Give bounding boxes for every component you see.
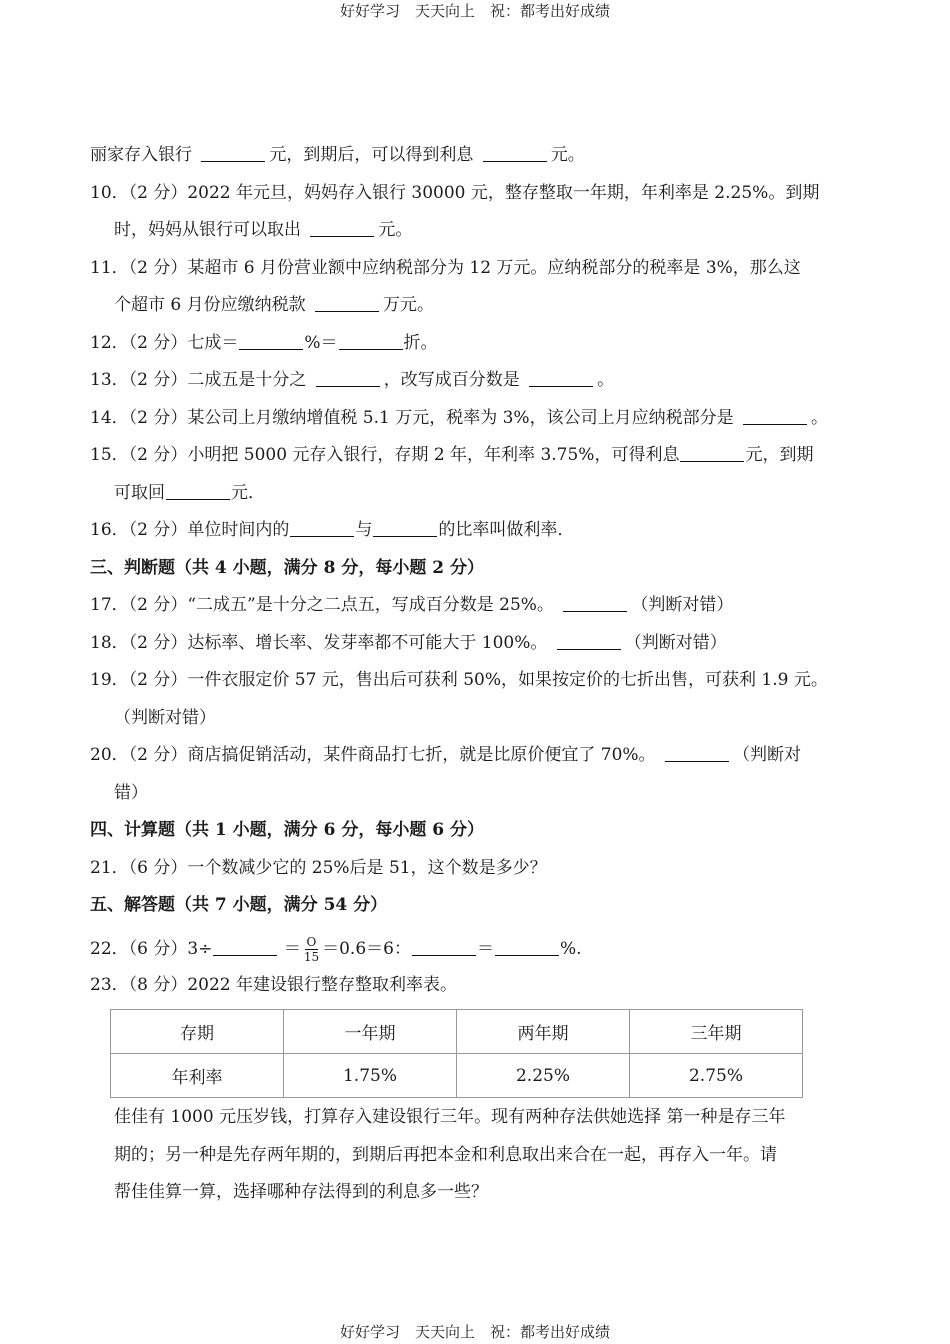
question-10: 10．（2 分）2022 年元旦，妈妈存入银行 30000 元，整存整取一年期，年利率是 2.25%。到期: [90, 182, 820, 203]
table-header-row: [111, 1010, 803, 1054]
question-10-cont: 时，妈妈从银行可以取出 元。: [114, 220, 413, 240]
table-header-cell: 三年期: [630, 1010, 803, 1054]
table-cell: 年利率: [111, 1054, 284, 1098]
question-15-cont: 可取回 元．: [114, 482, 265, 503]
table-header-cell: 两年期: [457, 1010, 630, 1054]
interest-rate-table: [110, 1009, 803, 1098]
table-header-cell: 一年期: [284, 1010, 457, 1054]
answer-blank[interactable]: [166, 481, 230, 500]
text: 元，到期后，可以得到利息: [269, 145, 474, 165]
fraction-denominator: 15: [303, 949, 320, 964]
answer-blank[interactable]: [743, 406, 807, 425]
fraction: [304, 936, 319, 963]
question-23: 23．（8 分）2022 年建设银行整存整取利率表。: [90, 974, 458, 995]
text: 丽家存入银行: [90, 145, 192, 165]
question-15: 15．（2 分）小明把 5000 元存入银行，存期 2 年，年利率 3.75%，可得利息 元，到期: [90, 445, 814, 465]
table-cell: 2.75%: [630, 1054, 803, 1098]
table-header-cell: 存期: [111, 1010, 284, 1054]
answer-blank[interactable]: [665, 743, 729, 762]
question-13: 13．（2 分）二成五是十分之 ，改写成百分数是 。: [90, 370, 615, 390]
fraction-numerator: O: [306, 934, 317, 949]
question-19-cont: （判断对错）: [114, 707, 216, 728]
answer-blank[interactable]: [310, 218, 374, 237]
answer-blank[interactable]: [316, 368, 380, 387]
answer-blank[interactable]: [412, 937, 476, 956]
page-header: 好好学习 天天向上 祝：都考出好成绩: [339, 2, 610, 20]
question-23-text-3: 帮佳佳算一算，选择哪种存法得到的利息多一些？: [114, 1182, 488, 1202]
answer-blank[interactable]: [557, 631, 621, 650]
answer-blank[interactable]: [290, 518, 354, 537]
answer-blank[interactable]: [563, 593, 627, 612]
answer-blank[interactable]: [529, 368, 593, 387]
question-18: 18．（2 分）达标率、增长率、发芽率都不可能大于 100%。 （判断对错）: [90, 632, 727, 653]
page-footer: 好好学习 天天向上 祝：都考出好成绩: [339, 1323, 610, 1341]
question-16: 16．（2 分）单位时间内的 与 的比率叫做利率．: [90, 520, 575, 540]
question-17: 17．（2 分）“二成五”是十分之二点五，写成百分数是 25%。 （判断对错）: [90, 595, 734, 615]
question-23-text-1: 佳佳有 1000 元压岁钱，打算存入建设银行三年。现有两种存法供她选择 第一种是存三年: [114, 1107, 786, 1127]
answer-blank[interactable]: [483, 143, 547, 162]
question-22: 22．（6 分）3÷ ＝ $\frac{O}{15}$ ＝0.6＝6： ＝ %.: [90, 934, 582, 964]
worksheet-content: [90, 140, 862, 1215]
question-11: 11．（2 分）某超市 6 月份营业额中应纳税部分为 12 万元。应纳税部分的税率是 3%，那么这: [90, 257, 801, 278]
answer-blank[interactable]: [680, 443, 744, 462]
answer-blank[interactable]: [315, 293, 379, 312]
answer-blank[interactable]: [201, 143, 265, 162]
section-4-title: 四、计算题（共 1 小题，满分 6 分，每小题 6 分）: [90, 820, 484, 840]
section-3-title: 三、判断题（共 4 小题，满分 8 分，每小题 2 分）: [90, 557, 484, 578]
section-5-title: 五、解答题（共 7 小题，满分 54 分）: [90, 895, 388, 915]
question-11-cont: 个超市 6 月份应缴纳税款 万元。: [114, 295, 435, 315]
text: 元。: [550, 145, 585, 165]
question-12: 12．（2 分）七成＝ %＝ 折。: [90, 332, 438, 353]
answer-blank[interactable]: [339, 331, 403, 350]
question-21: 21．（6 分）一个数减少它的 25%后是 51，这个数是多少？: [90, 857, 547, 878]
table-cell: 2.25%: [457, 1054, 630, 1098]
question-14: 14．（2 分）某公司上月缴纳增值税 5.1 万元，税率为 3%，该公司上月应纳税部分是 。: [90, 407, 828, 428]
answer-blank[interactable]: [373, 518, 437, 537]
answer-blank[interactable]: [239, 331, 303, 350]
question-20: 20．（2 分）商店搞促销活动，某件商品打七折，就是比原价便宜了 70%。 （判断对: [90, 745, 801, 765]
question-23-text-2: 期的；另一种是先存两年期的，到期后再把本金和利息取出来合在一起，再存入一年。请: [114, 1144, 777, 1165]
answer-blank[interactable]: [495, 937, 559, 956]
question-9-tail: [90, 140, 862, 178]
question-20-cont: 错）: [114, 782, 148, 803]
answer-blank[interactable]: [213, 937, 277, 956]
question-19: 19．（2 分）一件衣服定价 57 元，售出后可获利 50%，如果按定价的七折出售，可获利 1.9 元。: [90, 670, 828, 690]
table-cell: 1.75%: [284, 1054, 457, 1098]
table-row: [111, 1054, 803, 1098]
